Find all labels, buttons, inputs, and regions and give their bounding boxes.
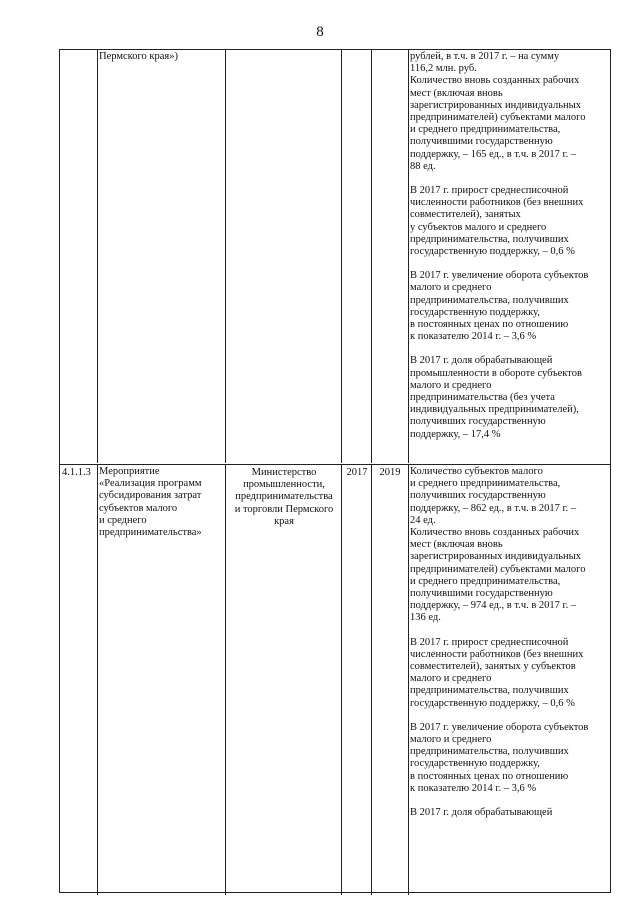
column-divider: [225, 50, 226, 463]
indicators-cell: [410, 466, 610, 819]
column-divider: [341, 50, 342, 463]
start-year-cell: 2017: [346, 467, 368, 478]
indicator-text: Количество вновь созданных рабочих мест (включая вновь зарегистрированных индивидуальных предпринимателей) субъектами малого и среднего предпринимательства, получившими государственную поддержку, – 165 ед., в т.ч. в 2017 г. – 88 ед.: [410, 75, 586, 172]
program-table: [59, 49, 611, 893]
executor-cell: Министерство промышленности, предпринимательства и торговли Пермского края: [234, 467, 334, 527]
table-row: [60, 50, 610, 463]
column-divider: [97, 50, 98, 463]
end-year-cell: 2019: [379, 467, 401, 478]
indicator-text: В 2017 г. прирост среднесписочной численности работников (без внешних совместителей), занятых у субъектов малого и среднего предпринимательства, получивших государственную поддержку, – 0,6 %: [410, 185, 584, 258]
column-divider: [408, 50, 409, 463]
indicator-text: В 2017 г. доля обрабатывающей промышленности в обороте субъектов малого и среднего предпринимательства (без учета индивидуальных предпринимателей), получивших государственную поддержку, – 17,4 %: [410, 355, 582, 440]
indicator-text: рублей, в т.ч. в 2017 г. – на сумму 116,2 млн. руб.: [410, 51, 560, 75]
activity-name-cell: Мероприятие «Реализация программ субсидирования затрат субъектов малого и среднего предпринимательства»: [99, 466, 202, 539]
indicators-cell: [410, 51, 610, 441]
indicator-text: Количество вновь созданных рабочих мест (включая вновь зарегистрированных индивидуальных предпринимателей) субъектами малого и среднего предпринимательства, получившими государственную поддержку, – 974 ед., в т.ч. в 2017 г. – 136 ед.: [410, 527, 586, 624]
indicator-text: В 2017 г. прирост среднесписочной численности работников (без внешних совместителей), занятых у субъектов малого и среднего предпринимательства, получивших государственную поддержку, – 0,6 %: [410, 636, 584, 709]
column-divider: [408, 465, 409, 895]
activity-name-cell: Пермского края»): [99, 51, 178, 62]
column-divider: [97, 465, 98, 895]
column-divider: [341, 465, 342, 895]
table-row: [60, 464, 610, 895]
indicator-text: В 2017 г. доля обрабатывающей: [410, 807, 553, 819]
indicator-text: В 2017 г. увеличение оборота субъектов малого и среднего предпринимательства, получивших государственную поддержку, в постоянных ценах по отношению к показателю 2014 г. – 3,6 %: [410, 721, 589, 794]
item-number-cell: 4.1.1.3: [62, 467, 91, 478]
column-divider: [225, 465, 226, 895]
column-divider: [371, 50, 372, 463]
indicator-text: Количество субъектов малого и среднего предпринимательства, получивших государственную поддержку, – 862 ед., в т.ч. в 2017 г. – 24 ед.: [410, 466, 577, 526]
column-divider: [371, 465, 372, 895]
page-number: 8: [316, 24, 324, 40]
indicator-text: В 2017 г. увеличение оборота субъектов малого и среднего предпринимательства, получивших государственную поддержку, в постоянных ценах по отношению к показателю 2014 г. – 3,6 %: [410, 270, 589, 343]
